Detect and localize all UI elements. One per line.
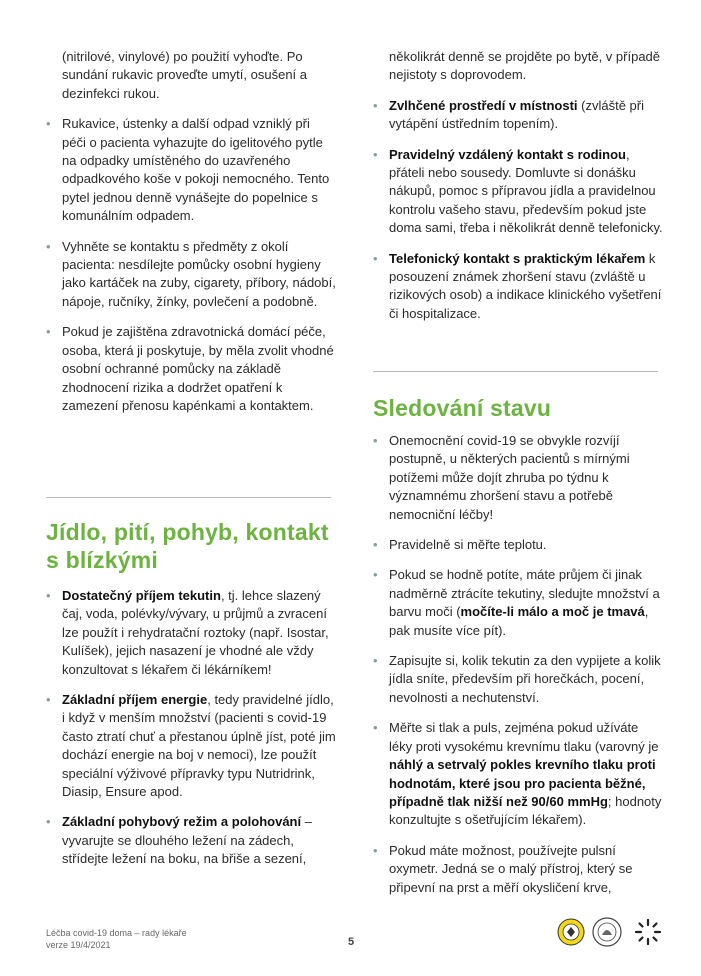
list-item xyxy=(46,691,336,801)
item-text: – vyvarujte se dlouhého ležení na zádech, střídejte ležení na boku, na břiše a sezení, xyxy=(62,814,312,867)
item-text: Onemocnění covid-19 se obvykle rozvíjí postupně, u některých pacientů s mírnými potížemi může dojít zhruba po týdnu k významnému zhoršení stavu a potřebě nemocniční léčby! xyxy=(389,433,630,522)
item-text: , tedy pravidelné jídlo, i když v menším množství (pacienti s covid-19 často ztratí chuť a přestanou úplně jíst, poté jim dochází energie na boj v nemoci), lze použít speciální výživové přípravky typu Nutridrink, Diasip, Ensure apod. xyxy=(62,692,336,800)
item-text: několikrát denně se projděte po bytě, v případě nejistoty s doprovodem. xyxy=(389,49,661,83)
list-item xyxy=(373,566,663,640)
university-seal-logo xyxy=(592,917,622,947)
list-item xyxy=(46,813,336,868)
item-text: Pokud se hodně potíte, máte průjem či jinak nadměrně ztrácíte tekutiny, sledujte množství a barvu moči ( xyxy=(389,567,660,620)
item-text: Zapisujte si, kolik tekutin za den vypijete a kolik jídla sníte, především při horečkách, pocení, nevolnosti a nechutenství. xyxy=(389,653,661,705)
bold-text: močíte-li málo a moč je tmavá xyxy=(460,604,645,620)
bold-text: náhlý a setrvalý pokles krevního tlaku proti hodnotám, které jsou pro pacienta běžné, případně tlak nižší než 90/60 mmHg xyxy=(389,757,656,809)
list-item xyxy=(46,115,336,225)
list-item xyxy=(373,146,663,238)
bold-text: Základní příjem energie xyxy=(62,692,208,708)
page-number: 5 xyxy=(348,936,355,948)
item-text: Měřte si tlak a puls, zejména pokud užíváte léky proti vysokému krevnímu tlaku (varovný je xyxy=(389,720,659,754)
bold-text: Pravidelný vzdálený kontakt s rodinou xyxy=(389,146,626,162)
list-item xyxy=(46,323,336,415)
footer-line1: Léčba covid-19 doma – rady lékaře xyxy=(46,928,187,938)
list-item xyxy=(46,238,336,312)
item-text: Rukavice, ústenky a další odpad vzniklý při péči o pacienta vyhazujte do igelitového pytle na odpadky umístěného do uzavřeného odpadkového koše v pokoji nemocného. Tento pytel jednou denně vynášejte do popelnice s komunálním odpadem. xyxy=(62,116,330,224)
list-item xyxy=(46,48,336,103)
right-list-top xyxy=(373,48,663,335)
list-item xyxy=(373,842,663,897)
item-text: Vyhněte se kontaktu s předměty z okolí pacienta: nesdílejte pomůcky osobní hygieny jako kartáček na zuby, cigarety, příbory, nádobí, nápoje, ručníky, žínky, povlečení a podobně. xyxy=(62,238,336,309)
left-list-bottom xyxy=(46,587,336,881)
bold-text: Základní pohybový režim a polohování xyxy=(62,814,302,830)
bold-text: Telefonický kontakt s praktickým lékařem xyxy=(389,250,646,266)
item-text: Pokud máte možnost, používejte pulsní oxymetr. Jedná se o malý přístroj, který se připevní na prst a měří okysličení krve, xyxy=(389,842,633,895)
society-seal-logo xyxy=(557,918,585,946)
item-text: k posouzení známek zhoršení stavu (zvláště u rizikových osob) a indikace klinického vyšetření či hospitalizace. xyxy=(389,250,662,321)
list-item xyxy=(46,587,336,679)
list-item xyxy=(373,719,663,829)
footer-title xyxy=(46,927,187,951)
list-item xyxy=(373,48,663,85)
divider-right xyxy=(373,371,658,372)
list-item xyxy=(373,97,663,134)
item-text: , přáteli nebo sousedy. Domluvte si donášku nákupů, pomoc s přípravou jídla a pravidelnou kontrolu vašeho stavu, především pokud jste doma sami, třeba i několikrát denně telefonicky. xyxy=(389,146,663,236)
sparkle-logo xyxy=(634,918,662,946)
section-heading-monitoring: Sledování stavu xyxy=(373,395,552,421)
list-item xyxy=(373,432,663,524)
item-text: Pravidelně si měřte teplotu. xyxy=(389,537,547,553)
section-heading-food: Jídlo, pití, pohyb, kontakt s blízkými xyxy=(46,519,329,573)
item-text: ; hodnoty konzultujte s ošetřujícím lékařem). xyxy=(389,793,662,828)
divider-left xyxy=(46,497,331,498)
left-list-top xyxy=(46,48,336,427)
item-text: , pak musíte více pít). xyxy=(389,604,649,638)
list-item xyxy=(373,652,663,707)
bold-text: Zvlhčené prostředí v místnosti xyxy=(389,97,578,113)
list-item xyxy=(373,250,663,324)
item-text: Pokud je zajištěna zdravotnická domácí péče, osoba, která ji poskytuje, by měla zvolit vhodné osobní ochranné pomůcky na základě zhodnocení rizika a dodržet opatření k zamezení přenosu kapénkami a kontaktem. xyxy=(62,324,334,413)
list-item xyxy=(373,536,663,554)
item-text: (zvláště při vytápění ústředním topením). xyxy=(389,97,645,132)
footer-line2: verze 19/4/2021 xyxy=(46,940,111,950)
item-text: (nitrilové, vinylové) po použití vyhoďte. Po sundání rukavic proveďte umytí, osušení a dezinfekci rukou. xyxy=(62,49,308,101)
bold-text: Dostatečný příjem tekutin xyxy=(62,588,221,603)
right-list-bottom xyxy=(373,432,663,909)
item-text: , tj. lehce slazený čaj, voda, polévky/vývary, u průjmů a zvracení lze použít i rehydratační roztoky (např. Isostar, Kulíšek), jejich nasazení je vhodné ale vždy konzultovat s lékařem či lékárníkem! xyxy=(62,588,329,677)
